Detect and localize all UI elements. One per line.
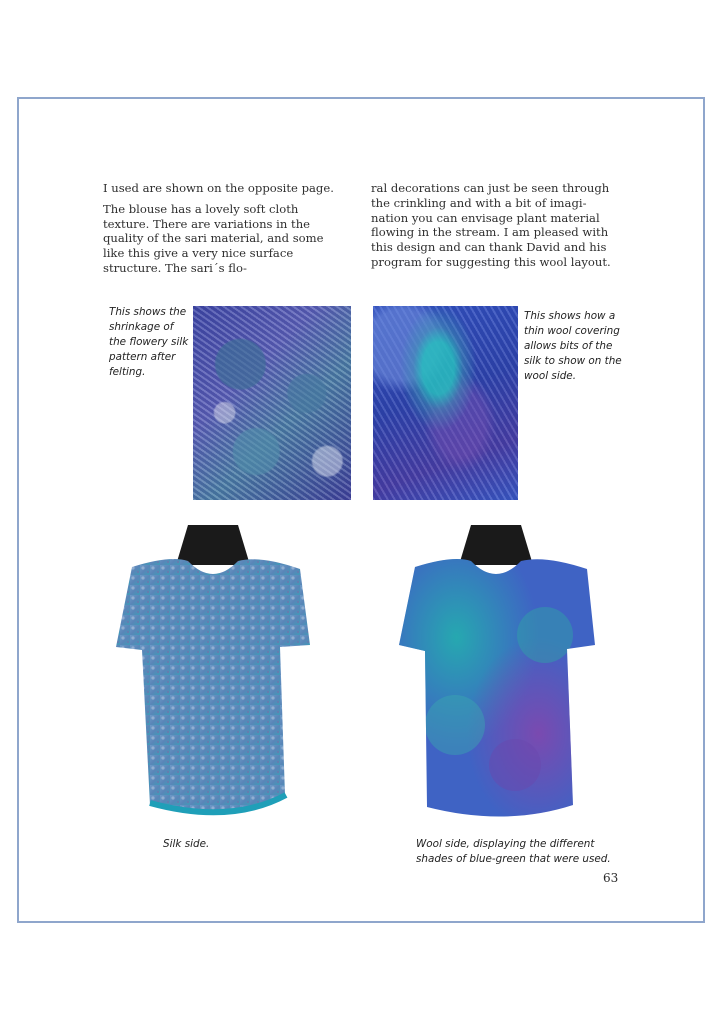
text-column-right: [371, 181, 615, 276]
silk-blouse-body: [116, 559, 310, 811]
paragraph: The blouse has a lovely soft cloth texture. There are variations in the quality of the sari material, and some like this give a very nice surface structure. The sari´s flo-: [103, 201, 324, 275]
wool-side-blouse-photo: [395, 525, 600, 830]
caption-shrinkage: This shows the shrinkage of the flowery silk pattern after felting.: [109, 306, 189, 378]
caption-silk-side: Silk side.: [163, 838, 210, 850]
mannequin-neck: [459, 525, 533, 565]
silk-side-blouse-photo: [110, 525, 315, 825]
paragraph: ral decorations can just be seen through the crinkling and with a bit of imagi-nation you can envisage plant material flowing in the stream. I am pleased with this design and can thank David and his program for suggesting this wool layout.: [371, 181, 611, 269]
caption-wool-side: Wool side, displaying the different shades of blue-green that were used.: [416, 838, 611, 865]
paragraph: I used are shown on the opposite page.: [103, 181, 334, 195]
page-number: 63: [603, 871, 619, 885]
caption-thin-wool: This shows how a thin wool covering allows bits of the silk to show on the wool side.: [524, 310, 622, 382]
silk-closeup-photo: [193, 306, 351, 500]
wool-blouse-body: [395, 555, 600, 830]
mannequin-neck: [176, 525, 250, 565]
text-column-left: [103, 181, 347, 282]
wool-closeup-photo: [373, 306, 518, 500]
